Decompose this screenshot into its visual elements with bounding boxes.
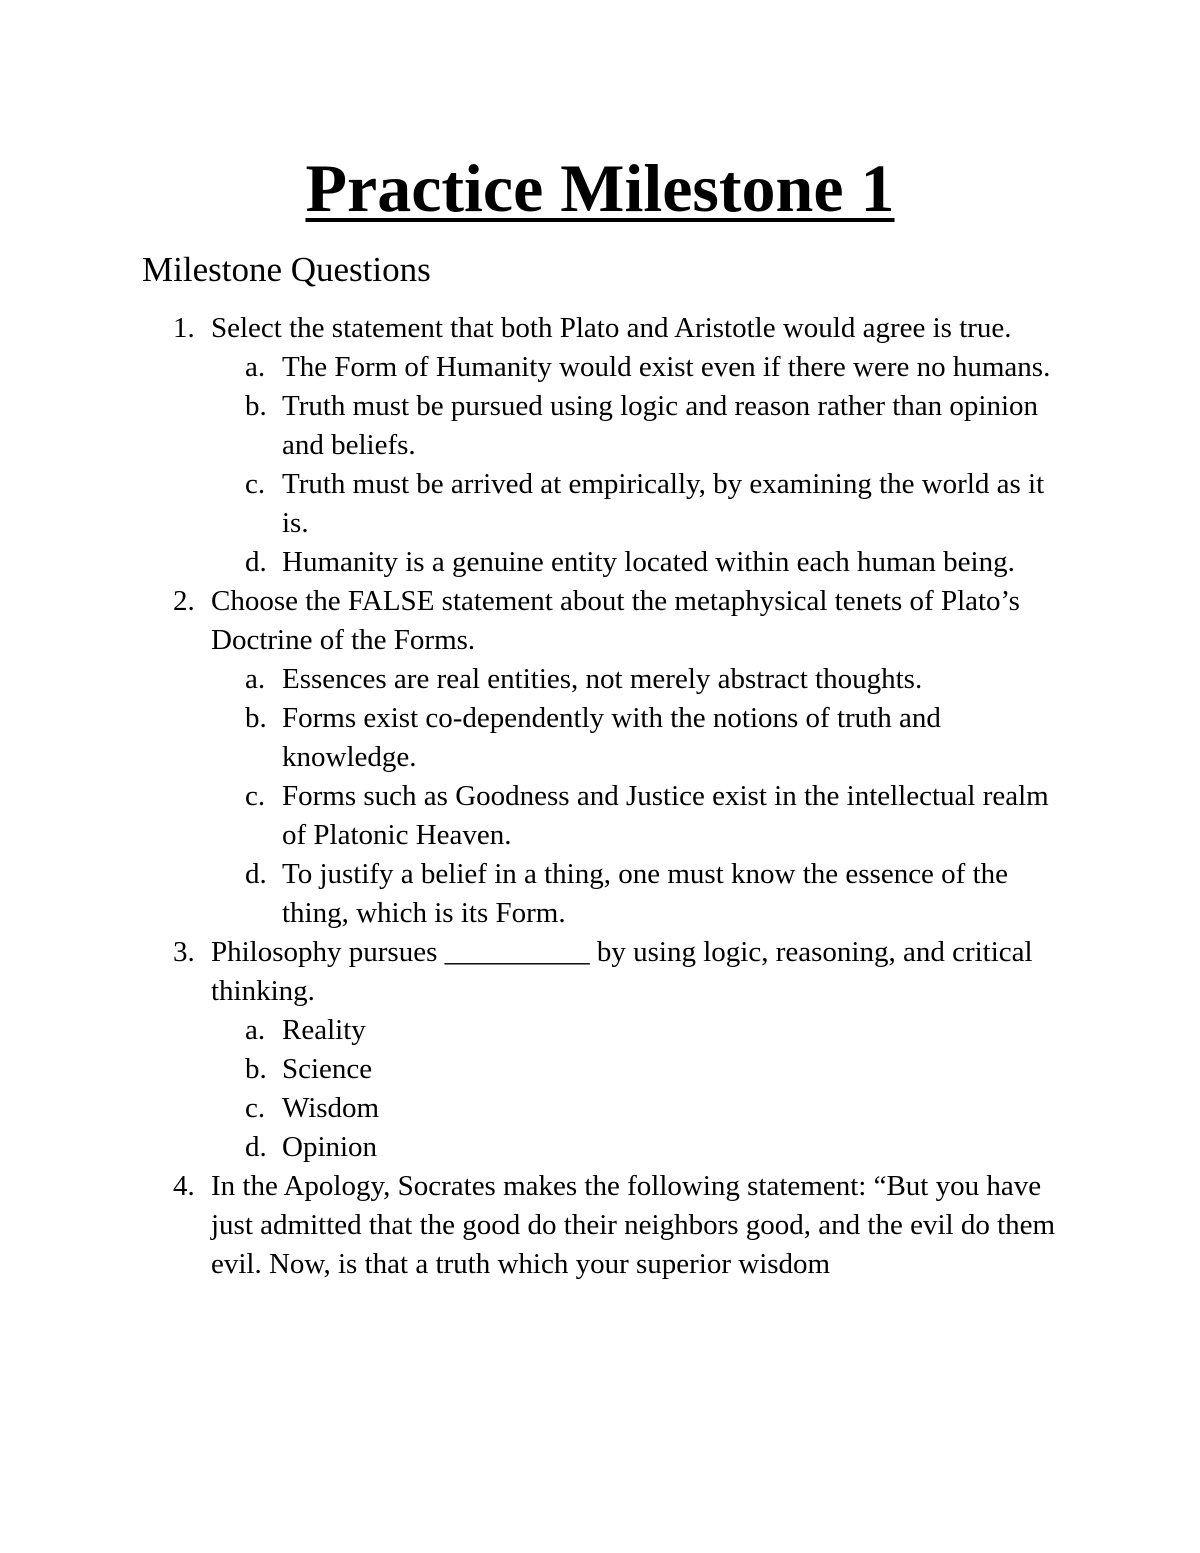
question-2 [0, 582, 1200, 933]
choice-letter: b. [245, 1053, 267, 1085]
choice-text: Opinion [282, 1131, 378, 1163]
choice-d [0, 1128, 1200, 1167]
choice-list [0, 1011, 1200, 1167]
choice-text: Truth must be arrived at empirically, by examining the world as it is. [282, 468, 1045, 539]
question-number: 2. [173, 585, 195, 617]
section-heading: Milestone Questions [142, 250, 431, 289]
question-4 [0, 1167, 1200, 1284]
choice-letter: b. [245, 390, 267, 422]
choice-a [0, 348, 1200, 387]
choice-letter: a. [245, 1014, 266, 1046]
question-1 [0, 309, 1200, 582]
choice-b [0, 1050, 1200, 1089]
question-text: Select the statement that both Plato and Aristotle would agree is true. [211, 312, 1012, 344]
question-3 [0, 933, 1200, 1167]
choice-text: Reality [282, 1014, 366, 1046]
choice-c [0, 777, 1200, 855]
choice-a [0, 660, 1200, 699]
choice-b [0, 699, 1200, 777]
page-title: Practice Milestone 1 [305, 150, 895, 226]
choice-letter: d. [245, 546, 267, 578]
choice-letter: d. [245, 858, 267, 890]
question-text: Philosophy pursues __________ by using logic, reasoning, and critical thinking. [211, 936, 1033, 1007]
question-number: 4. [173, 1170, 195, 1202]
question-number: 3. [173, 936, 195, 968]
question-text: Choose the FALSE statement about the metaphysical tenets of Plato’s Doctrine of the Forms. [211, 585, 1020, 656]
question-list [0, 309, 1200, 1284]
choice-d [0, 543, 1200, 582]
choice-b [0, 387, 1200, 465]
choice-letter: b. [245, 702, 267, 734]
choice-a [0, 1011, 1200, 1050]
choice-text: Wisdom [282, 1092, 380, 1124]
question-text: In the Apology, Socrates makes the following statement: “But you have just admitted that the good do their neighbors good, and the evil do them evil. Now, is that a truth which your superior wisdom [211, 1170, 1056, 1280]
choice-list [0, 660, 1200, 933]
choice-letter: a. [245, 351, 266, 383]
choice-text: Humanity is a genuine entity located within each human being. [282, 546, 1015, 578]
question-number: 1. [173, 312, 195, 344]
choice-letter: c. [245, 468, 266, 500]
choice-letter: c. [245, 780, 266, 812]
choice-text: Science [282, 1053, 373, 1085]
choice-c [0, 465, 1200, 543]
choice-c [0, 1089, 1200, 1128]
choice-list [0, 348, 1200, 582]
choice-letter: a. [245, 663, 266, 695]
choice-letter: d. [245, 1131, 267, 1163]
choice-text: Truth must be pursued using logic and reason rather than opinion and beliefs. [282, 390, 1039, 461]
choice-letter: c. [245, 1092, 266, 1124]
choice-text: Essences are real entities, not merely abstract thoughts. [282, 663, 923, 695]
choice-text: To justify a belief in a thing, one must know the essence of the thing, which is its Form. [282, 858, 1009, 929]
choice-d [0, 855, 1200, 933]
choice-text: The Form of Humanity would exist even if there were no humans. [282, 351, 1051, 383]
choice-text: Forms exist co-dependently with the notions of truth and knowledge. [282, 702, 941, 773]
choice-text: Forms such as Goodness and Justice exist in the intellectual realm of Platonic Heaven. [282, 780, 1049, 851]
